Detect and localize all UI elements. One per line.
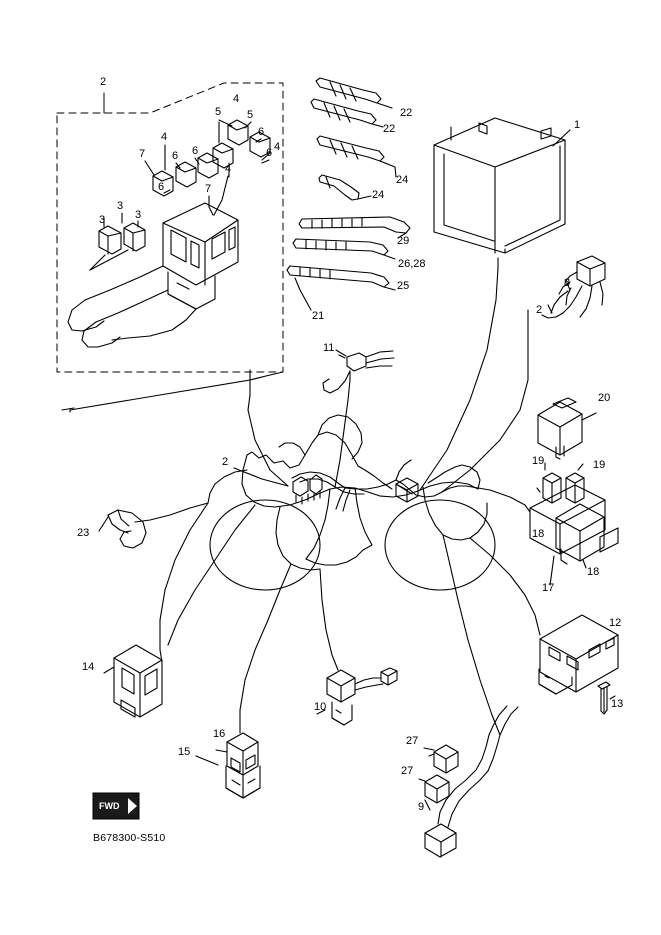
callout-4b: 4 [233, 93, 240, 105]
callout-6b: 6 [192, 145, 199, 157]
callout-20: 20 [598, 392, 611, 404]
callout-6: 6 [172, 150, 179, 162]
callout-12: 12 [609, 617, 622, 629]
callout-2: 2 [100, 76, 107, 88]
callout-11: 11 [323, 342, 335, 354]
callout-18b: 18 [587, 566, 600, 578]
callout-7b: 7 [205, 183, 212, 195]
callout-14: 14 [82, 661, 95, 673]
callout-6c: 6 [258, 126, 265, 138]
callout-24: 24 [396, 174, 409, 186]
callout-5: 5 [215, 106, 222, 118]
callout-25: 25 [397, 280, 410, 292]
figure-part-code: B678300-S510 [93, 832, 166, 844]
callout-13: 13 [611, 698, 624, 710]
callout-2c: 2 [222, 456, 229, 468]
callout-19: 19 [532, 455, 545, 467]
callout-4d: 4 [274, 141, 281, 153]
callout-29: 29 [397, 235, 410, 247]
callout-18: 18 [532, 528, 545, 540]
callout-10: 10 [314, 701, 327, 713]
callout-9: 9 [418, 801, 425, 813]
callout-3b: 3 [117, 200, 124, 212]
callout-2b: 2 [536, 304, 543, 316]
callout-16: 16 [213, 728, 226, 740]
callout-26-28: 26,28 [398, 258, 426, 270]
callout-24b: 24 [372, 189, 385, 201]
callout-4: 4 [161, 131, 168, 143]
callout-27b: 27 [401, 765, 414, 777]
callout-27: 27 [406, 735, 419, 747]
callout-5b: 5 [247, 109, 254, 121]
fwd-label: FWD [99, 801, 120, 811]
callout-22b: 22 [383, 123, 396, 135]
callout-8: 8 [564, 277, 571, 289]
callout-4c: 4 [225, 163, 232, 175]
callout-6e: 6 [266, 147, 273, 159]
callout-22: 22 [400, 107, 413, 119]
callout-3: 3 [99, 214, 106, 226]
callout-21: 21 [312, 310, 325, 322]
callout-3c: 3 [135, 209, 142, 221]
callout-1: 1 [574, 119, 581, 131]
callout-19b: 19 [593, 459, 606, 471]
callout-7: 7 [139, 148, 146, 160]
callout-23: 23 [77, 527, 90, 539]
callout-6d: 6 [158, 181, 165, 193]
callout-15: 15 [178, 746, 191, 758]
callout-17: 17 [542, 582, 555, 594]
